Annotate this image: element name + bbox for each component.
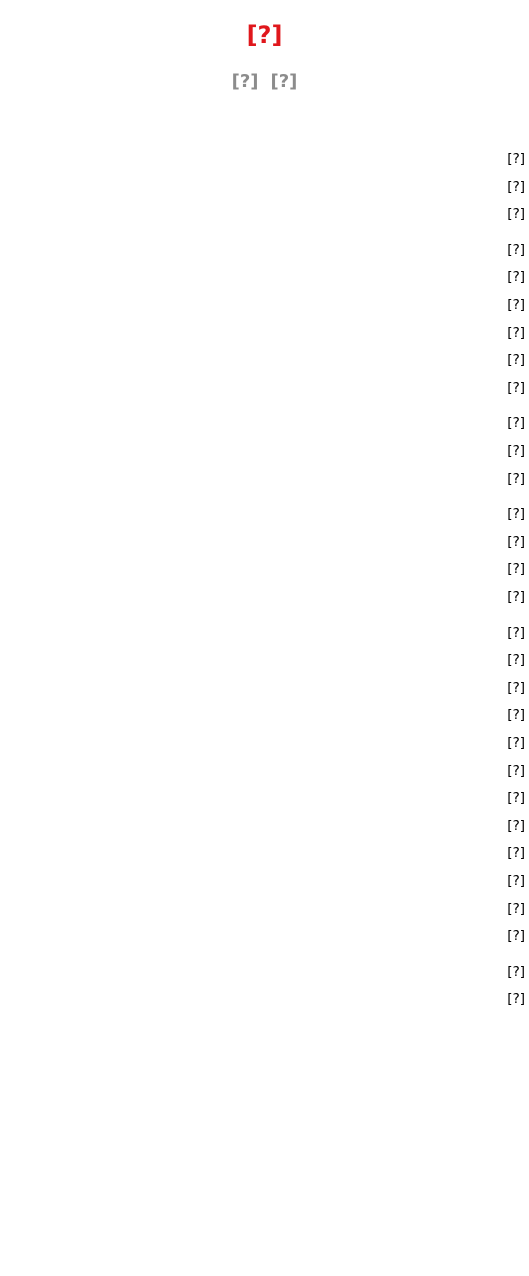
paragraph-line: [?] [507,206,525,223]
paragraph-line: [?] [507,443,525,460]
paragraph-line: [?] [507,506,525,523]
paragraph-line: [?] [507,624,525,641]
article-page [0,18,529,1276]
paragraph-line: [?] [507,790,525,807]
paragraph [4,237,525,403]
paragraph [4,410,525,493]
byline-label: [?] [270,71,298,93]
paragraph-line: [?] [507,324,525,341]
paragraph-line: [?] [507,561,525,578]
paragraph-line: [?] [507,379,525,396]
article-title: [?] [246,21,283,49]
paragraph-line: [?] [507,845,525,862]
paragraph-line: [?] [507,470,525,487]
byline [4,68,525,96]
paragraph-line: [?] [507,817,525,834]
paragraph-line: [?] [507,707,525,724]
paragraph-line: [?] [507,269,525,286]
byline-author: [?] [231,71,259,93]
paragraph-line: [?] [507,963,525,980]
paragraph-line: [?] [507,533,525,550]
paragraph-line: [?] [507,297,525,314]
paragraph [4,501,525,611]
paragraph-line: [?] [507,734,525,751]
paragraph [4,146,525,229]
paragraph-line: [?] [507,928,525,945]
paragraph-line: [?] [507,151,525,168]
paragraph-line: [?] [507,679,525,696]
paragraph-line: [?] [507,872,525,889]
paragraph-line: [?] [507,352,525,369]
paragraph [4,620,525,951]
article-body [4,146,525,1014]
paragraph-line: [?] [507,762,525,779]
paragraph-line: [?] [507,652,525,669]
paragraph-line: [?] [507,588,525,605]
paragraph-line: [?] [507,178,525,195]
paragraph-line: [?] [507,991,525,1008]
paragraph-line: [?] [507,241,525,258]
paragraph [4,959,525,1014]
paragraph-line: [?] [507,415,525,432]
paragraph-line: [?] [507,900,525,917]
